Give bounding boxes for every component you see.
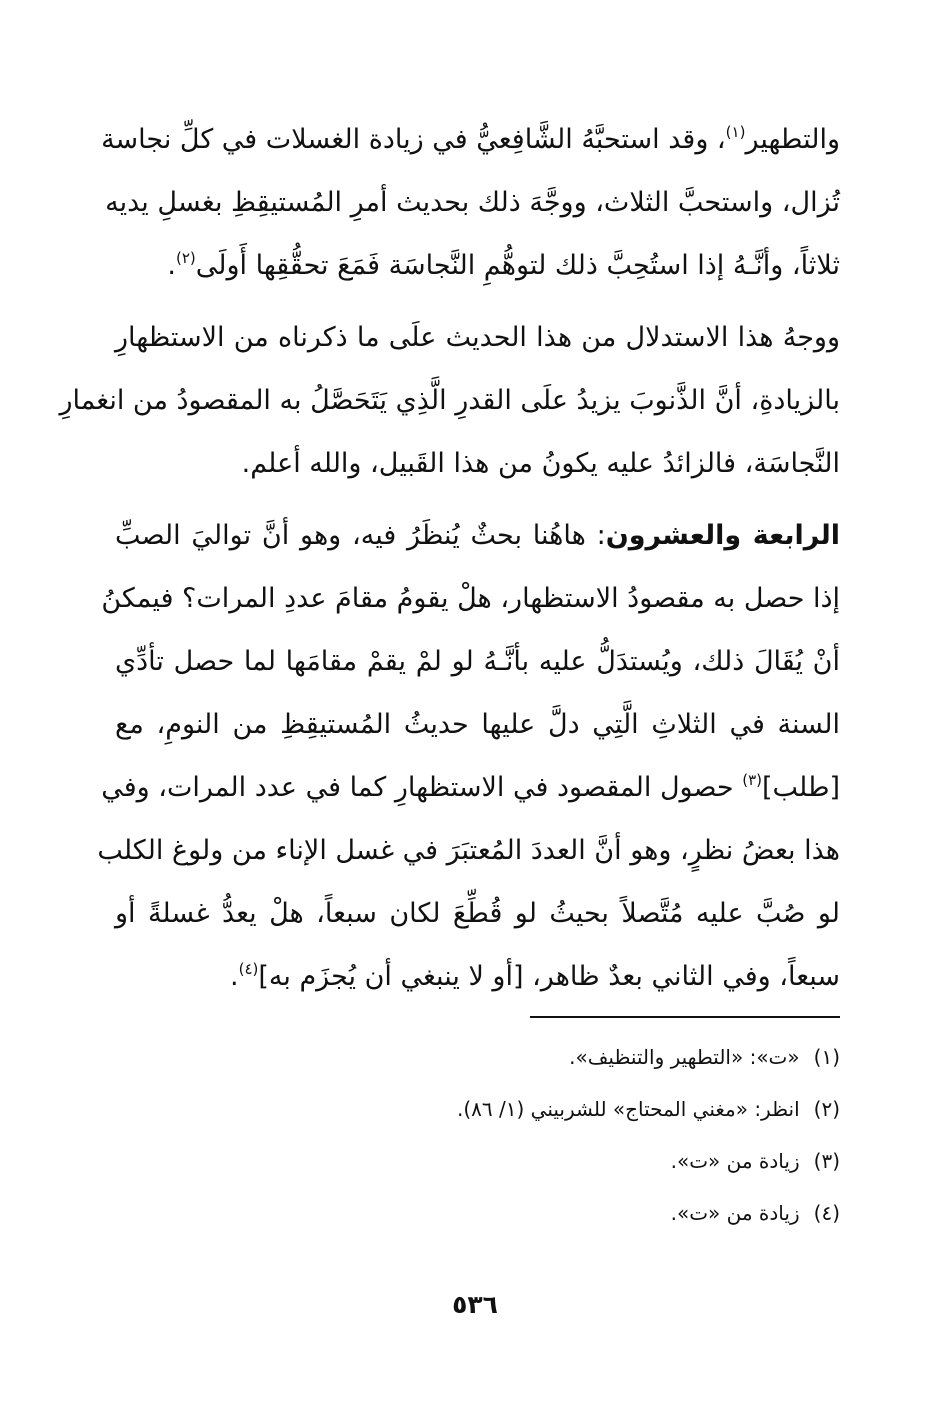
text-fragment: ، وقد استحبَّهُ الشَّافِعيُّ في زيادة الغسلات في كلِّ نجاسة <box>101 124 726 155</box>
paragraph-gap <box>115 495 840 504</box>
text-line: السنة في الثلاثِ الَّتِي دلَّ عليها حديثُ المُستيقِظِ من النومِ، مع <box>115 709 840 740</box>
text-line: إذا حصل به مقصودُ الاستظهار، هلْ يقومُ مقامَ عددِ المرات؟ فيمكنُ <box>101 583 840 614</box>
footnote-item <box>115 1193 840 1245</box>
footnote-number: (٣) <box>813 1149 840 1173</box>
text-fragment: والتطهير <box>745 124 840 155</box>
footnote-item <box>115 1037 840 1089</box>
footnote-marker[interactable]: (٣) <box>742 771 762 789</box>
text-line: النَّجاسَة، فالزائدُ عليه يكونُ من هذا القَبيل، والله أعلم. <box>241 448 840 479</box>
page-number: ٥٣٦ <box>452 1290 498 1319</box>
footnote-marker[interactable]: (٢) <box>175 249 196 267</box>
footnote-marker[interactable]: (١) <box>725 123 746 141</box>
text-fragment: حصول المقصود في الاستظهارِ كما في عدد المرات، وفي <box>101 772 743 803</box>
text-fragment: : هاهُنا بحثٌ يُنظَرُ فيه، وهو أنَّ تواليَ الصبِّ <box>115 520 606 551</box>
text-fragment: . <box>229 961 239 992</box>
text-line <box>115 945 840 1008</box>
text-line <box>115 504 840 567</box>
footnote-text: زيادة من «ت». <box>670 1149 800 1173</box>
footnote-text: انظر: «مغني المحتاج» للشربيني (١/ ٨٦). <box>456 1097 800 1121</box>
text-fragment: [طلب] <box>761 772 840 803</box>
paragraph-gap <box>115 297 840 306</box>
text-line: هذا بعضُ نظرٍ، وهو أنَّ العددَ المُعتبَرَ في غسل الإناء من ولوغ الكلب <box>97 835 840 866</box>
footnotes <box>115 1037 840 1245</box>
main-text <box>59 108 840 1008</box>
footnote-number: (٢) <box>813 1097 840 1121</box>
footnote-text: زيادة من «ت». <box>670 1201 800 1225</box>
footnote-number: (٤) <box>813 1201 840 1225</box>
footnote-marker[interactable]: (٤) <box>238 960 259 978</box>
text-fragment: ثلاثاً، وأنَّـهُ إذا استُحِبَّ ذلك لتوهُّمِ النَّجاسَة فَمَعَ تحقُّقِها أَولَى <box>195 250 840 281</box>
text-line: بالزيادةِ، أنَّ الذَّنوبَ يزيدُ علَى القدرِ الَّذِي يَتَحَصَّلُ به المقصودُ من انغمارِ <box>59 385 840 416</box>
text-fragment: . <box>167 250 176 281</box>
section-heading: الرابعة والعشرون <box>605 520 840 551</box>
footnote-item <box>115 1141 840 1193</box>
text-line: أنْ يُقَالَ ذلك، ويُستدَلُّ عليه بأنَّـهُ لو لمْ يقمْ مقامَها لما حصل تأدِّي <box>115 646 840 677</box>
footnote-text: «ت»: «التطهير والتنظيف». <box>569 1045 800 1069</box>
text-line: لو صُبَّ عليه مُتَّصلاً بحيثُ لو قُطِّعَ لكان سبعاً، هلْ يعدُّ غسلةً أو <box>115 898 840 929</box>
footnote-separator <box>530 1016 840 1018</box>
text-line <box>101 108 840 171</box>
text-line <box>115 234 840 297</box>
footnote-item <box>115 1089 840 1141</box>
text-line <box>101 756 840 819</box>
text-line: تُزال، واستحبَّ الثلاث، ووجَّهَ ذلك بحديث أمرِ المُستيقِظِ بغسلِ يديه <box>105 187 840 218</box>
footnote-number: (١) <box>813 1045 840 1069</box>
text-fragment: سبعاً، وفي الثاني بعدٌ ظاهر، [أو لا ينبغي أن يُجزَم به] <box>258 961 840 992</box>
text-line: ووجهُ هذا الاستدلال من هذا الحديث علَى ما ذكرناه من الاستظهارِ <box>115 322 840 353</box>
